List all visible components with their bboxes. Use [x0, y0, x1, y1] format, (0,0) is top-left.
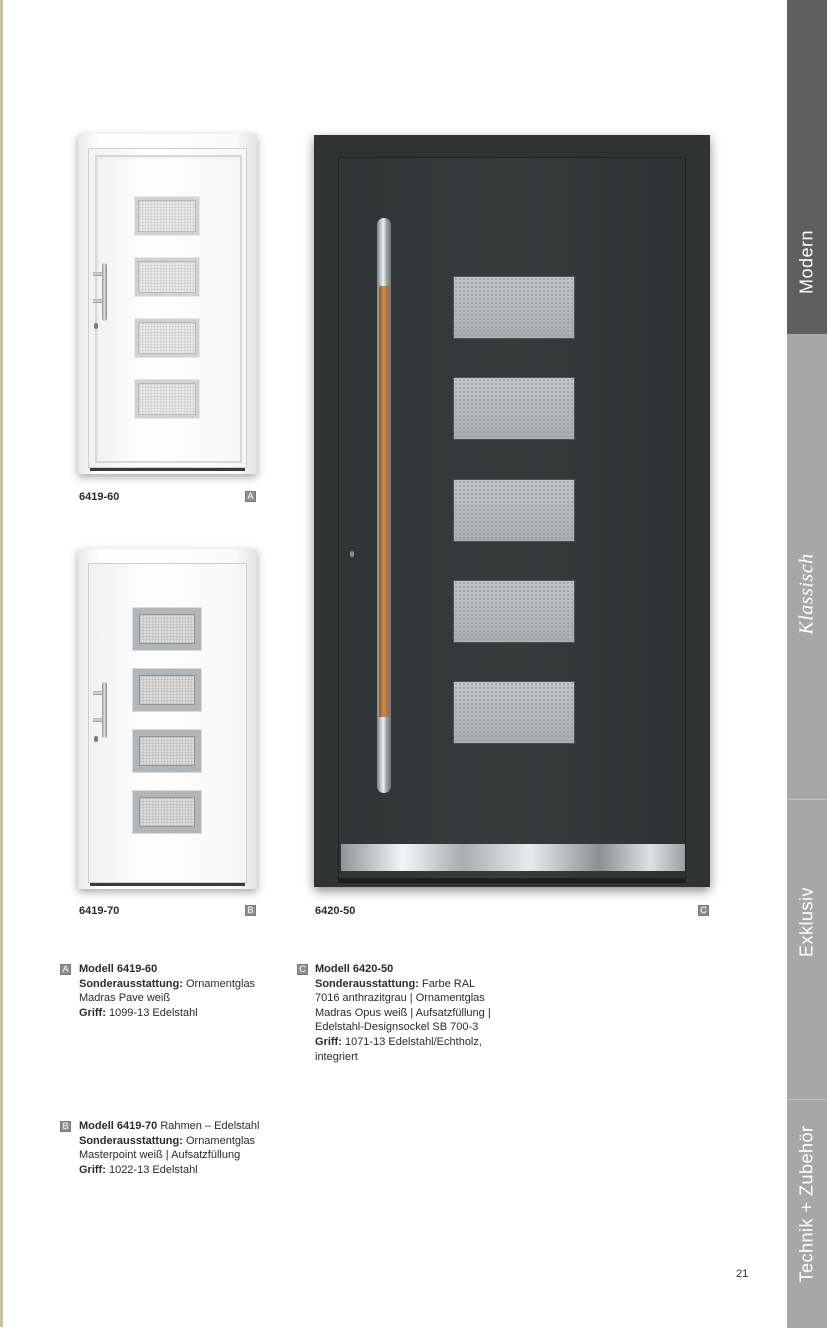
- page-number: 21: [736, 1268, 749, 1280]
- side-tab-technik-zubehoer[interactable]: [787, 1099, 827, 1328]
- spec-text: integriert: [315, 1050, 358, 1063]
- griff-label: Griff:: [315, 1035, 342, 1048]
- sonder-label: Sonderausstattung:: [315, 977, 419, 990]
- griff-label: Griff:: [79, 1006, 106, 1019]
- griff-value: 1099-13 Edelstahl: [108, 1006, 198, 1019]
- wood-handle-insert: [379, 286, 389, 717]
- glass-pane: [135, 258, 199, 296]
- model-label: Modell 6420-50: [315, 963, 394, 975]
- description-letter-badge: A: [60, 964, 71, 975]
- door-lock-icon: [94, 323, 98, 329]
- door-image-6419-60: [78, 134, 257, 474]
- description-letter-badge: B: [60, 1121, 71, 1132]
- side-tab-label: Technik + Zubehör: [796, 1125, 817, 1283]
- spec-text: Ornamentglas: [185, 1134, 256, 1147]
- spec-text: Ornamentglas: [185, 977, 256, 990]
- side-tab-navigation: [787, 0, 827, 1327]
- glass-pane: [453, 580, 575, 643]
- side-tab-klassisch[interactable]: [787, 334, 827, 799]
- door-image-6420-50: [314, 135, 710, 887]
- side-tab-label: Klassisch: [795, 553, 818, 635]
- door-letter-badge: B: [245, 905, 256, 916]
- description-letter-badge: C: [297, 964, 308, 975]
- glass-pane: [453, 377, 575, 440]
- sonder-label: Sonderausstattung:: [79, 1134, 183, 1147]
- description-6420-50: [315, 962, 491, 1064]
- description-6419-60: [79, 962, 255, 1020]
- side-tab-exklusiv[interactable]: [787, 799, 827, 1100]
- griff-value: 1071-13 Edelstahl/Echtholz,: [344, 1035, 482, 1048]
- spec-text: Madras Pave weiß: [79, 992, 171, 1005]
- glass-pane: [453, 681, 575, 744]
- door-threshold: [90, 883, 245, 886]
- door-model-caption: 6420-50: [315, 905, 356, 917]
- model-label: Modell 6419-70: [79, 1120, 158, 1132]
- door-model-caption: 6419-70: [79, 905, 120, 917]
- model-extra: Rahmen – Edelstahl: [160, 1120, 260, 1132]
- side-tab-label: Exklusiv: [796, 886, 817, 958]
- griff-value: 1022-13 Edelstahl: [108, 1163, 198, 1176]
- door-leaf: [88, 148, 247, 468]
- spec-text: 7016 anthrazitgrau | Ornamentglas: [315, 992, 485, 1005]
- steel-kick-plate: [341, 844, 685, 871]
- door-handle: [102, 682, 107, 738]
- door-handle: [102, 263, 107, 321]
- glass-pane: [453, 479, 575, 542]
- glass-pane-steel-frame: [133, 669, 201, 711]
- model-label: Modell 6419-60: [79, 963, 158, 975]
- spec-text: Edelstahl-Designsockel SB 700-3: [315, 1021, 479, 1034]
- glass-pane: [453, 276, 575, 339]
- spec-text: Farbe RAL: [421, 977, 476, 990]
- spec-text: Masterpoint weiß | Aufsatzfüllung: [79, 1149, 241, 1162]
- description-6419-70: [79, 1119, 259, 1177]
- side-tab-modern[interactable]: [787, 0, 827, 334]
- door-leaf: [338, 157, 686, 879]
- glass-pane-steel-frame: [133, 608, 201, 650]
- griff-label: Griff:: [79, 1163, 106, 1176]
- door-model-caption: 6419-60: [79, 491, 120, 503]
- glass-pane-steel-frame: [133, 730, 201, 772]
- door-image-6419-70: [78, 549, 257, 889]
- glass-pane-steel-frame: [133, 791, 201, 833]
- door-threshold: [90, 468, 245, 471]
- side-tab-label: Modern: [796, 229, 817, 295]
- door-lock-icon: [94, 736, 98, 742]
- glass-pane: [135, 380, 199, 418]
- glass-pane: [135, 197, 199, 235]
- page-edge-strip: [0, 0, 3, 1327]
- glass-pane: [135, 319, 199, 357]
- door-leaf: [88, 563, 247, 883]
- spec-text: Madras Opus weiß | Aufsatzfüllung |: [315, 1006, 491, 1019]
- door-letter-badge: A: [245, 491, 256, 502]
- door-letter-badge: C: [698, 905, 709, 916]
- door-threshold: [338, 879, 686, 883]
- sonder-label: Sonderausstattung:: [79, 977, 183, 990]
- door-lock-icon: [350, 551, 354, 557]
